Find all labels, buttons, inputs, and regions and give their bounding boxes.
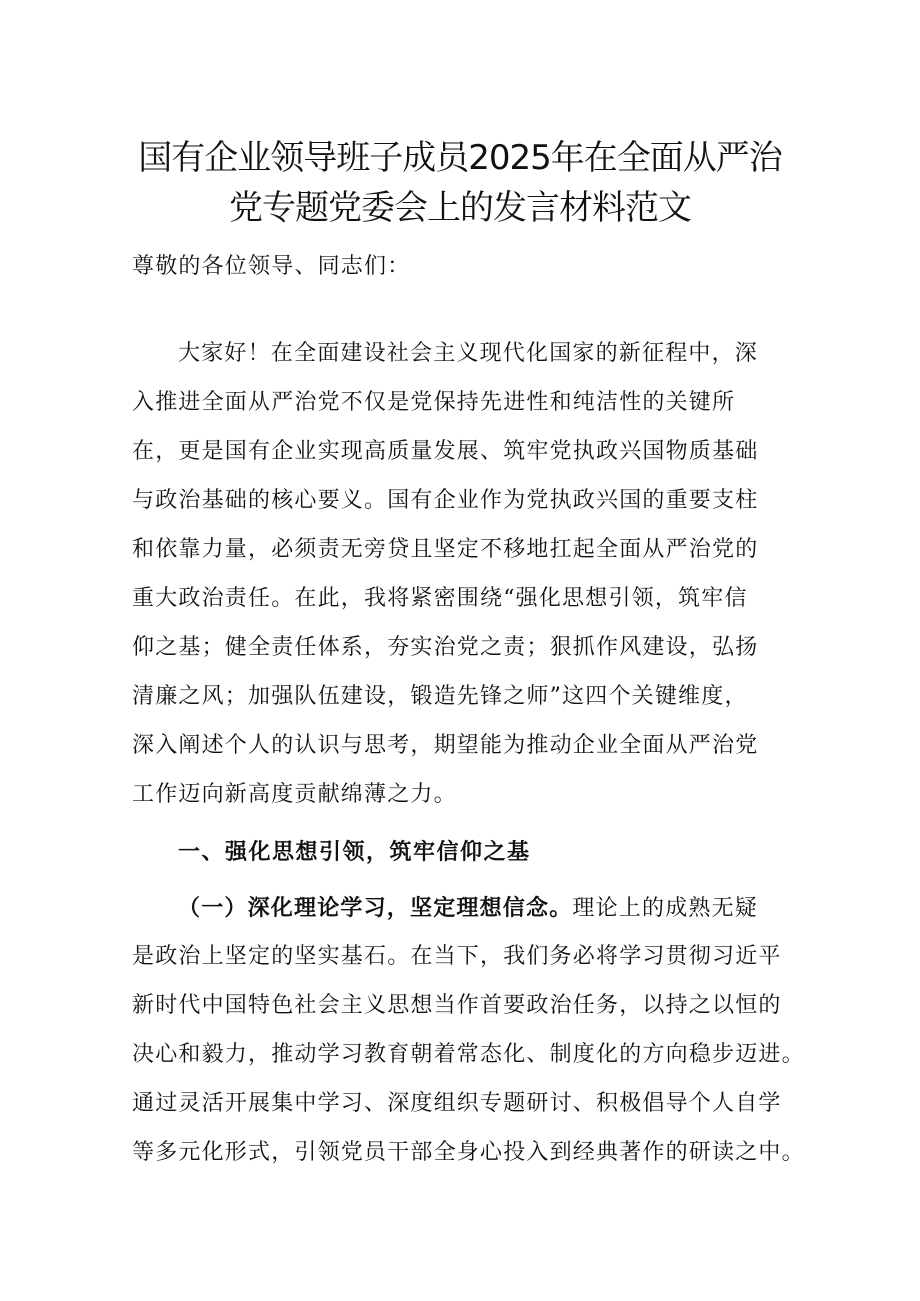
subsection-1-line: 是政治上坚定的坚实基石。在当下，我们务必将学习贯彻习近平 bbox=[132, 944, 782, 969]
subsection-1-line: 新时代中国特色社会主义思想当作首要政治任务，以持之以恒的 bbox=[132, 993, 782, 1018]
subsection-1-first-line bbox=[178, 894, 838, 923]
intro-paragraph-line: 工作迈向新高度贡献绵薄之力。 bbox=[132, 782, 457, 807]
section-1-heading: 一、强化思想引领，筑牢信仰之基 bbox=[178, 839, 531, 865]
intro-paragraph-line: 与政治基础的核心要义。国有企业作为党执政兴国的重要支柱 bbox=[132, 488, 759, 513]
salutation: 尊敬的各位领导、同志们： bbox=[132, 254, 411, 279]
document-title-line-2: 党专题党委会上的发言材料范文 bbox=[229, 188, 691, 228]
subsection-1-line: 通过灵活开展集中学习、深度组织专题研讨、积极倡导个人自学 bbox=[132, 1091, 782, 1116]
subsection-1-heading: （一）深化理论学习，坚定理想信念。 bbox=[178, 895, 573, 921]
intro-paragraph-line: 重大政治责任。在此，我将紧密围绕“强化思想引领，筑牢信 bbox=[132, 586, 748, 611]
subsection-1-first-line-text: 理论上的成熟无疑 bbox=[572, 896, 759, 921]
intro-paragraph-line: 入推进全面从严治党不仅是党保持先进性和纯洁性的关键所 bbox=[132, 390, 736, 415]
intro-paragraph-line: 在，更是国有企业实现高质量发展、筑牢党执政兴国物质基础 bbox=[132, 439, 759, 464]
intro-paragraph-line: 深入阐述个人的认识与思考，期望能为推动企业全面从严治党 bbox=[132, 733, 759, 758]
document-title-line-1: 国有企业领导班子成员2025年在全面从严治 bbox=[138, 138, 782, 178]
intro-paragraph-line: 清廉之风；加强队伍建设，锻造先锋之师”这四个关键维度， bbox=[132, 684, 748, 709]
subsection-1-line: 等多元化形式，引领党员干部全身心投入到经典著作的研读之中。 bbox=[132, 1140, 805, 1165]
subsection-1-line: 决心和毅力，推动学习教育朝着常态化、制度化的方向稳步迈进。 bbox=[132, 1042, 805, 1067]
intro-paragraph-line: 和依靠力量，必须责无旁贷且坚定不移地扛起全面从严治党的 bbox=[132, 537, 759, 562]
intro-paragraph-line: 仰之基；健全责任体系，夯实治党之责；狠抓作风建设，弘扬 bbox=[132, 635, 759, 660]
intro-paragraph-line: 大家好！在全面建设社会主义现代化国家的新征程中，深 bbox=[178, 341, 759, 366]
